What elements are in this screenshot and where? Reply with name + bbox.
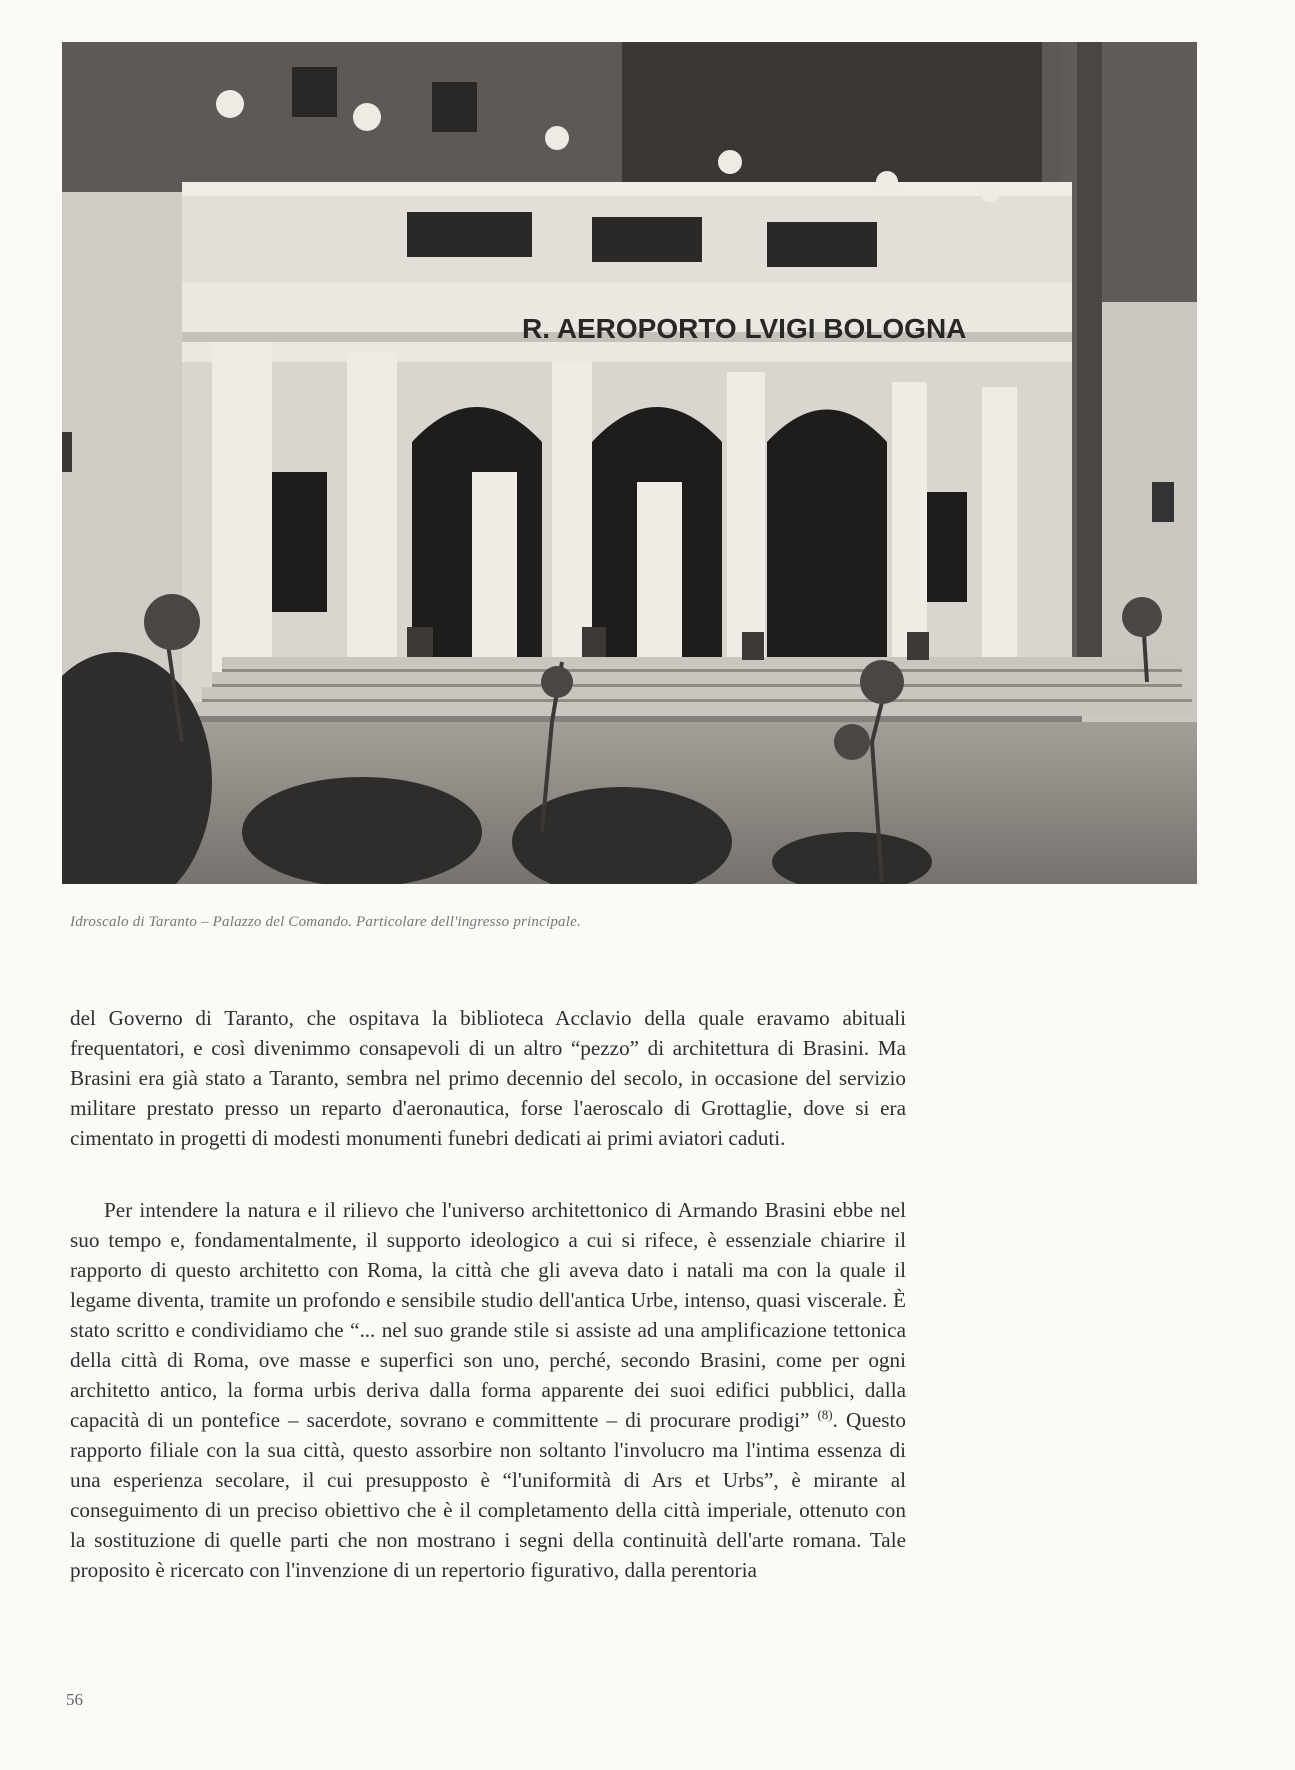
paragraph-2	[70, 1195, 906, 1585]
photo-illustration	[62, 42, 1197, 884]
paragraph-1: del Governo di Taranto, che ospitava la biblioteca Acclavio della quale eravamo abituali frequentatori, e così divenimmo consapevoli di un altro “pezzo” di architettura di Brasini. Ma Brasini era già stato a Taranto, sembra nel primo decennio del secolo, in occasione del servizio militare prestato presso un reparto d'aeronautica, forse l'aeroscalo di Grottaglie, dove si era cimentato in progetti di modesti monumenti funebri dedicati ai primi aviatori caduti.	[70, 1006, 906, 1150]
building-photograph	[62, 42, 1197, 884]
paragraph-2-text-a: Per intendere la natura e il rilievo che l'universo architettonico di Armando Brasini ebbe nel suo tempo e, fondamentalmente, il supporto ideologico a cui si rifece, è essenziale chiarire il rapporto di questo architetto con Roma, la città che gli aveva dato i natali ma con la quale il legame diventa, tramite un profondo e sensibile studio dell'antica Urbe, intenso, quasi viscerale. È stato scritto e condividiamo che “... nel suo grande stile si assiste ad una amplificazione tettonica della città di Roma, ove masse e superfici son uno, perché, secondo Brasini, come per ogni architetto antico, la forma urbis deriva dalla forma apparente dei suoi edifici pubblici, dalla capacità di un pontefice – sacerdote, sovrano e committente – di procurare prodigi”	[70, 1198, 906, 1432]
footnote-reference: (8)	[817, 1406, 833, 1422]
page-number: 56	[66, 1690, 83, 1709]
building-sign: R. AEROPORTO LVIGI BOLOGNA	[522, 313, 967, 344]
photo-caption: Idroscalo di Taranto – Palazzo del Comando. Particolare dell'ingresso principale.	[70, 914, 581, 930]
paragraph-2-text-b: . Questo rapporto filiale con la sua città, questo assorbire non soltanto l'involucro ma l'intima essenza di una esperienza secolare, il cui presupposto è “l'uniformità di Ars et Urbs”, è mirante al conseguimento di un preciso obiettivo che è il completamento della città imperiale, ottenuto con la sostituzione di quelle parti che non mostrano i segni della continuità dell'arte romana. Tale proposito è ricercato con l'invenzione di un repertorio figurativo, dalla perentoria	[70, 1408, 906, 1582]
